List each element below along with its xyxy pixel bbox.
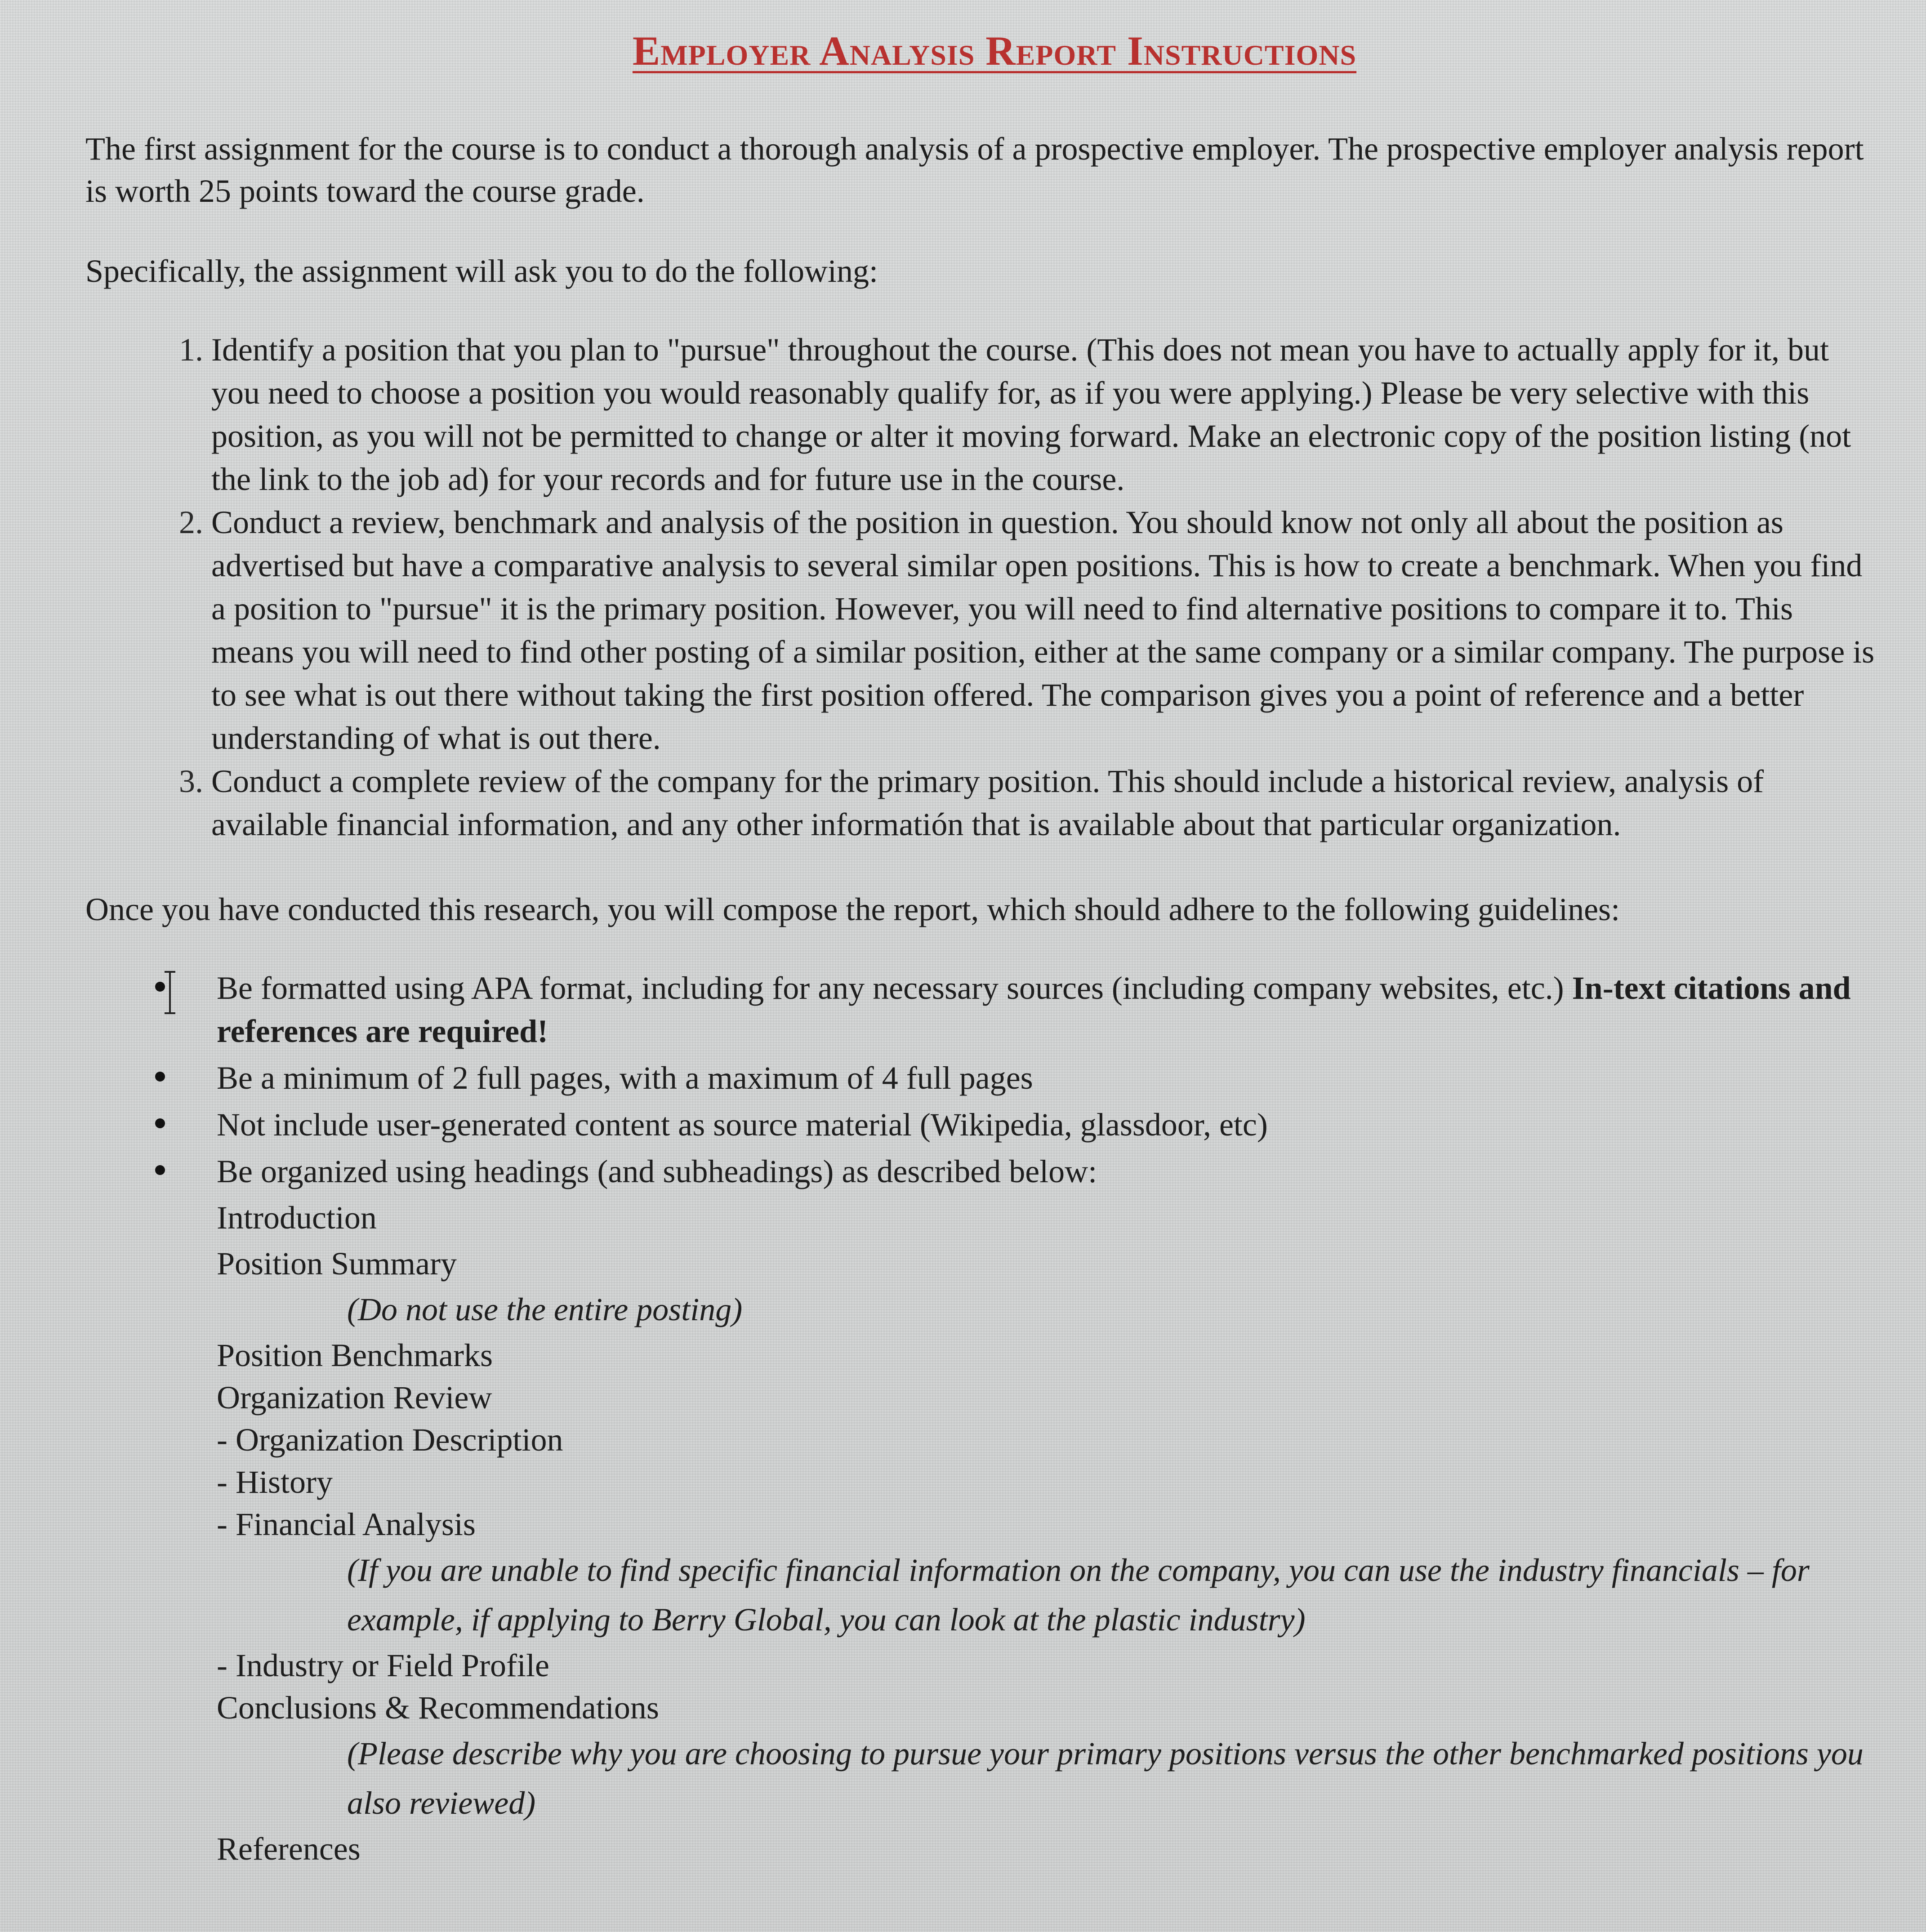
bullet-icon xyxy=(155,1165,165,1175)
guideline-sources xyxy=(85,1103,1877,1146)
note-conclusions: (Please describe why you are choosing to pursue your primary positions versus the other benchmarked positions you also reviewed) xyxy=(347,1736,1864,1821)
guideline-headings xyxy=(85,1150,1877,1193)
guideline-apa-format xyxy=(85,966,1877,1053)
document-title-block xyxy=(85,27,1877,75)
tasks-lead-in: Specifically, the assignment will ask you to do the following: xyxy=(85,253,878,289)
text-cursor-icon xyxy=(161,970,179,1015)
task-item-3: 3. Conduct a complete review of the company for the primary position. This should include a historical review, analysis of available financial information, and any other informatión that is available about that particular organization. xyxy=(211,760,1877,846)
tasks-list xyxy=(85,328,1877,846)
note-position-summary: (Do not use the entire posting) xyxy=(347,1291,743,1327)
subheading-history: - History xyxy=(217,1464,333,1500)
subheading-industry-profile: - Industry or Field Profile xyxy=(217,1647,549,1683)
task-item-1: 1. Identify a position that you plan to "pursue" throughout the course. (This does not mean you have to actually apply for it, but you need to choose a position you would reasonably qualify for, as if you were applying.) Please be very selective with this position, as you will not be permitted to change or alter it moving forward. Make an electronic copy of the position listing (not the link to the job ad) for your records and for future use in the course. xyxy=(211,328,1877,501)
note-financial-analysis: (If you are unable to find specific financial information on the company, you can use the industry financials – for example, if applying to Berry Global, you can look at the plastic industry) xyxy=(347,1552,1810,1638)
guideline-apa-text: Be formatted using APA format, including for any necessary sources (including company websites, etc.) xyxy=(217,970,1572,1006)
guideline-page-length-text: Be a minimum of 2 full pages, with a maximum of 4 full pages xyxy=(217,1060,1033,1096)
guideline-page-length xyxy=(85,1056,1877,1100)
heading-references: References xyxy=(217,1831,361,1867)
guideline-apa-bold: In-text citations and references are required! xyxy=(217,970,1851,1049)
subheading-financial-analysis: - Financial Analysis xyxy=(217,1506,476,1542)
guidelines-list xyxy=(85,966,1877,1193)
heading-position-benchmarks: Position Benchmarks xyxy=(217,1337,493,1373)
bullet-icon xyxy=(155,1118,165,1128)
bullet-icon xyxy=(155,1072,165,1082)
subheading-organization-description: - Organization Description xyxy=(217,1422,563,1458)
document-title: Employer Analysis Report Instructions xyxy=(632,28,1357,74)
guidelines-lead-in: Once you have conducted this research, you will compose the report, which should adhere to the following guidelines: xyxy=(85,891,1620,927)
report-headings-outline xyxy=(85,1197,1877,1870)
heading-conclusions: Conclusions & Recommendations xyxy=(217,1690,659,1726)
heading-organization-review: Organization Review xyxy=(217,1380,492,1416)
heading-position-summary: Position Summary xyxy=(217,1246,457,1282)
guideline-sources-text: Not include user-generated content as source material (Wikipedia, glassdoor, etc) xyxy=(217,1107,1268,1143)
heading-introduction: Introduction xyxy=(217,1200,377,1236)
intro-paragraph: The first assignment for the course is to conduct a thorough analysis of a prospective employer. The prospective employer analysis report is worth 25 points toward the course grade. xyxy=(85,131,1864,209)
guideline-headings-text: Be organized using headings (and subheadings) as described below: xyxy=(217,1153,1097,1189)
task-item-2: 2. Conduct a review, benchmark and analysis of the position in question. You should know not only all about the position as advertised but have a comparative analysis to several similar open positions. This is how to create a benchmark. When you find a position to "pursue" it is the primary position. However, you will need to find alternative positions to compare it to. This means you will need to find other posting of a similar position, either at the same company or a similar company. The purpose is to see what is out there without taking the first position offered. The comparison gives you a point of reference and a better understanding of what is out there. xyxy=(211,501,1877,760)
